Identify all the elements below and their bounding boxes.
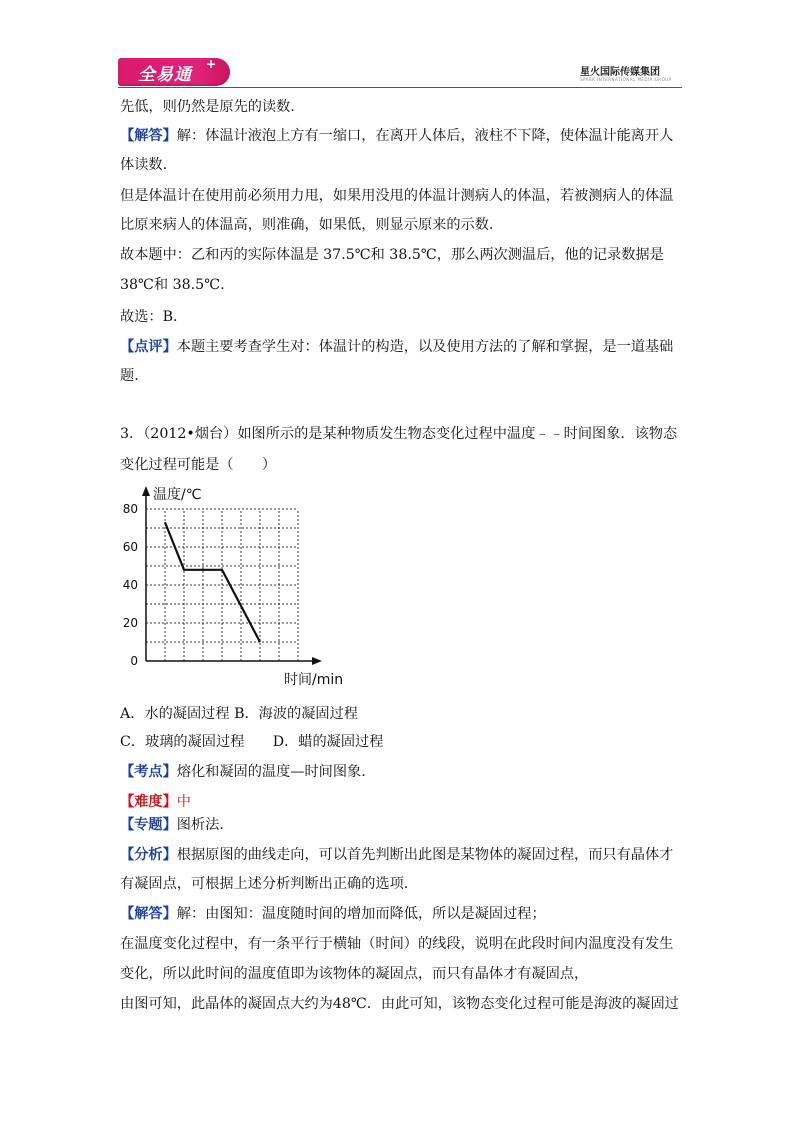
line-text: 变化过程可能是（ ）: [120, 457, 277, 473]
x-axis-arrow: [312, 657, 322, 665]
text-line: [120, 125, 673, 145]
line-text: 比原来病人的体温高，则准确，如果低，则显示原来的示数.: [120, 217, 494, 233]
line-text: 有凝固点，可根据上述分析判断出正确的选项.: [120, 876, 409, 892]
y-tick-label: 80: [122, 502, 138, 516]
text-line: [120, 274, 225, 294]
line-text: C．玻璃的凝固过程 D．蜡的凝固过程: [120, 734, 384, 750]
line-text: 熔化和凝固的温度—时间图象.: [176, 764, 366, 780]
line-text: 体读数.: [120, 157, 168, 173]
text-line: [120, 423, 677, 443]
company-subtitle: SPARK INTERNATIONAL MEDIA GROUP: [580, 77, 672, 82]
text-line: [120, 154, 167, 174]
y-tick-label: 0: [130, 654, 138, 668]
text-line: [120, 963, 588, 983]
text-line: [120, 214, 493, 234]
temperature-time-chart: [116, 482, 356, 692]
header-divider: [118, 87, 682, 88]
section-tag: 【分析】: [120, 847, 177, 863]
x-axis-label: 时间/min: [284, 672, 344, 688]
y-axis-arrow: [142, 486, 150, 496]
y-tick-label: 60: [122, 540, 138, 554]
text-line: [120, 306, 178, 326]
line-text: 在温度变化过程中，有一条平行于横轴（时间）的线段，说明在此段时间内温度没有发生: [120, 936, 674, 952]
text-line: [120, 873, 408, 893]
line-text: 故本题中：乙和丙的实际体温是 37.5℃和 38.5℃，那么两次测温后，他的记录数据是: [120, 247, 664, 263]
section-tag: 【难度】: [120, 794, 177, 810]
text-line: [120, 761, 366, 781]
y-tick-label: 40: [122, 578, 138, 592]
logo-text: 全易通: [138, 65, 192, 85]
text-line: [120, 791, 191, 811]
logo-plus: +: [205, 57, 216, 71]
line-text: 故选：B.: [120, 309, 178, 325]
section-tag: 【解答】: [120, 906, 177, 922]
text-line: [120, 903, 546, 923]
text-line: [120, 336, 673, 356]
section-tag: 【考点】: [120, 764, 177, 780]
text-line: [120, 933, 673, 953]
page-header: [0, 0, 800, 90]
text-line: [120, 365, 139, 385]
line-text: 变化，所以此时间的温度值即为该物体的凝固点，而只有晶体才有凝固点，: [120, 966, 589, 982]
text-line: [120, 185, 673, 205]
text-line: [120, 844, 673, 864]
line-text: 本题主要考查学生对：体温计的构造，以及使用方法的了解和掌握，是一道基础: [176, 339, 674, 355]
line-text: 由图可知，此晶体的凝固点大约为48℃．由此可知，该物态变化过程可能是海波的凝固过: [120, 996, 679, 1012]
text-line: [120, 993, 679, 1013]
section-tag: 【点评】: [120, 339, 177, 355]
line-text: 根据原图的曲线走向，可以首先判断出此图是某物体的凝固过程，而只有晶体才: [176, 847, 674, 863]
company-name: 星火国际传媒集团: [580, 67, 660, 78]
line-text: 3．（2012•烟台）如图所示的是某种物质发生物态变化过程中温度﹣﹣时间图象．该物态: [120, 426, 678, 442]
line-text: 题.: [120, 368, 139, 384]
text-line: [120, 454, 276, 474]
y-axis-label: 温度/℃: [153, 487, 202, 503]
brand-logo: [118, 58, 230, 86]
y-tick-label: 20: [122, 616, 138, 630]
text-line: [120, 244, 664, 264]
text-line: [120, 731, 383, 751]
line-text: 解：由图知：温度随时间的增加而降低，所以是凝固过程；: [176, 906, 546, 922]
section-tag: 【解答】: [120, 128, 177, 144]
line-text: 但是体温计在使用前必须用力甩，如果用没甩的体温计测病人的体温，若被测病人的体温: [120, 188, 674, 204]
line-text: 先低，则仍然是原先的读数.: [120, 99, 295, 115]
line-text: 38℃和 38.5℃.: [120, 277, 225, 293]
text-line: [120, 96, 295, 116]
line-text: 中: [176, 794, 191, 810]
line-text: 图析法.: [176, 817, 224, 833]
line-text: 解：体温计液泡上方有一缩口，在离开人体后，液柱不下降，使体温计能离开人: [176, 128, 674, 144]
temperature-curve: [165, 522, 260, 642]
section-tag: 【专题】: [120, 817, 177, 833]
line-text: A．水的凝固过程 B．海波的凝固过程: [120, 706, 358, 722]
text-line: [120, 703, 358, 723]
text-line: [120, 814, 224, 834]
